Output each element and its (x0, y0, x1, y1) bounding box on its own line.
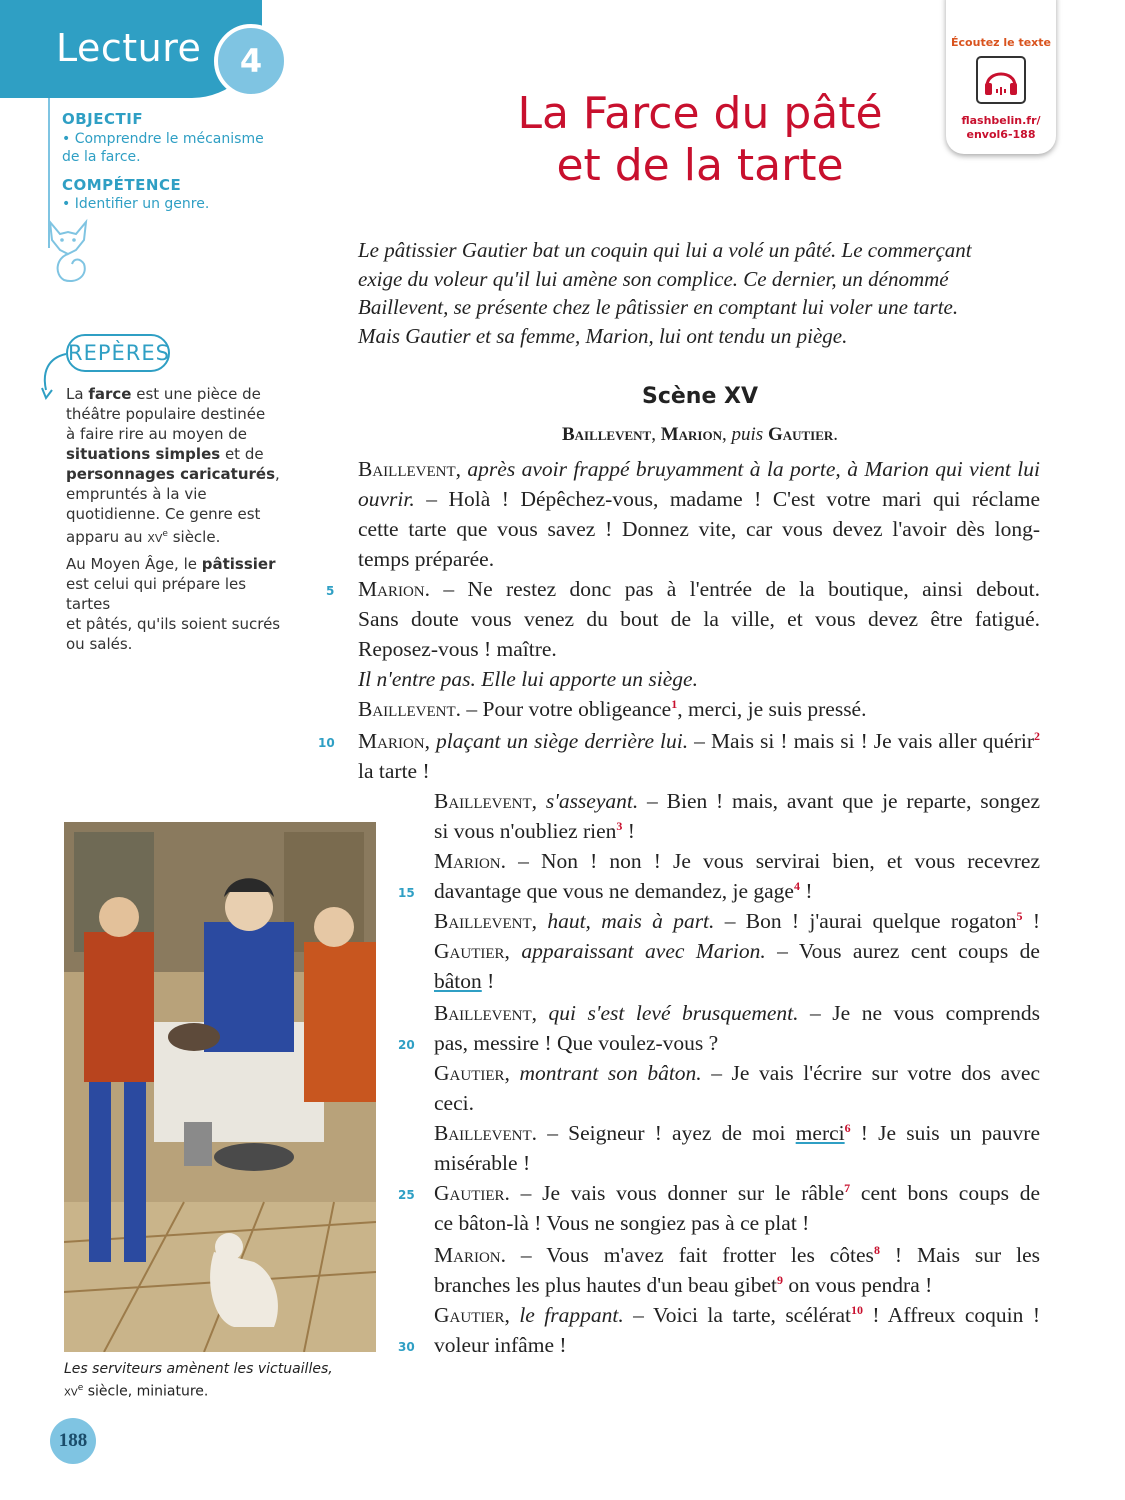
objectif-line-2: de la farce. (62, 149, 141, 165)
objectif-line-1: • Comprendre le mécanisme (62, 131, 264, 147)
play-line-10: Marion, plaçant un siège derrière lui. – Mais si ! mais si ! Je vais aller quérir$^2$ (358, 728, 1040, 753)
miniature-illustration (64, 822, 376, 1352)
intro-line-1: Le pâtissier Gautier bat un coquin qui lui a volé un pâté. Le commerçant (358, 238, 972, 262)
image-caption: Les serviteurs amènent les victuailles, $xv^e$ siècle, miniature. (64, 1361, 333, 1400)
play-line-19: Baillevent, qui s'est levé brusquement. – Je ne vous comprends (434, 1001, 1040, 1025)
line-number-10: 10 (318, 736, 335, 750)
objectif-heading: OBJECTIF (62, 110, 144, 128)
reperes-paragraph-1: La farce est une pièce de théâtre populaire destinée à faire rire au moyen de situations simples et de personnages caricaturés, empruntés à la vie quotidienne. Ce genre est apparu au $xv^e$ siècle. (66, 385, 280, 546)
play-line-15: davantage que vous ne demandez, je gage$^4$ ! (434, 878, 813, 903)
play-line-20: pas, messire ! Que voulez-vous ? (434, 1031, 719, 1055)
scene-title: Scène XV (641, 384, 759, 409)
audio-badge[interactable] (946, 0, 1056, 154)
headphones-icon[interactable] (976, 56, 1026, 104)
intro-line-4: Mais Gautier et sa femme, Marion, lui ont tendu un piège. (358, 323, 848, 348)
play-line-7: Reposez-vous ! maître. (358, 637, 557, 661)
play-line-25: Gautier. – Je vais vous donner sur le râble$^7$ cent bons coups de (434, 1180, 1040, 1205)
play-line-4: temps préparée. (358, 547, 495, 571)
title-line-1: La Farce du pâté (517, 88, 883, 139)
play-line-5: Marion. – Ne restez donc pas à l'entrée de la boutique, ainsi debout. (358, 577, 1040, 601)
page-number: 188 (50, 1418, 96, 1464)
reperes-badge: REPÈRES (66, 334, 170, 372)
line-number-30: 30 (398, 1340, 415, 1354)
audio-url-line-1[interactable]: flashbelin.fr/ (961, 114, 1041, 127)
lecture-label: Lecture (56, 26, 202, 70)
line-number-5: 5 (326, 584, 335, 598)
play-line-26: ce bâton-là ! Vous ne songiez pas à ce plat ! (434, 1211, 810, 1235)
play-line-1: Baillevent, après avoir frappé bruyamment à la porte, à Marion qui vient lui (358, 457, 1040, 481)
play-line-6: Sans doute vous venez du bout de la ville, et vous devez être fatigué. (358, 607, 1040, 631)
intro-line-2: exige du voleur qu'il lui amène son complice. Ce dernier, un dénommé (358, 266, 949, 291)
audio-url-line-2[interactable]: envol6-188 (966, 128, 1036, 141)
competence-heading: COMPÉTENCE (62, 176, 182, 194)
play-line-21: Gautier, montrant son bâton. – Je vais l'écrire sur votre dos avec (434, 1061, 1040, 1085)
competence-line-1: • Identifier un genre. (62, 196, 210, 212)
play-line-27: Marion. – Vous m'avez fait frotter les côtes$^8$ ! Mais sur les (434, 1242, 1040, 1267)
play-line-18: bâton ! (434, 969, 495, 993)
play-line-28: branches les plus hautes d'un beau gibet$^9$ on vous pendra ! (434, 1272, 933, 1297)
play-line-22: ceci. (434, 1091, 474, 1115)
play-line-24: misérable ! (434, 1151, 531, 1175)
play-line-8: Il n'entre pas. Elle lui apporte un siège. (358, 667, 698, 691)
line-number-25: 25 (398, 1188, 415, 1202)
reperes-paragraph-2: Au Moyen Âge, le pâtissier est celui qui prépare les tartes et pâtés, qu'ils soient sucrés ou salés. (66, 555, 281, 653)
play-line-3: cette tarte que vous savez ! Donnez vite, car vous devez l'avoir dès long- (358, 517, 1040, 541)
audio-label: Écoutez le texte (951, 36, 1051, 49)
intro-line-3: Baillevent, se présente chez le pâtissier en comptant lui voler une tarte. (358, 295, 959, 319)
play-line-9: Baillevent. – Pour votre obligeance$^1$, merci, je suis pressé. (358, 696, 867, 721)
scene-characters: Baillevent, Marion, puis Gautier. (561, 424, 839, 445)
lecture-number-badge: 4 (214, 24, 288, 98)
merci-glossary-link[interactable]: merci (795, 1121, 845, 1145)
fox-icon (46, 218, 92, 284)
play-line-30: voleur infâme ! (434, 1333, 567, 1357)
title-line-2: et de la tarte (556, 140, 844, 191)
intro-paragraph (358, 236, 1048, 350)
play-line-16: Baillevent, haut, mais à part. – Bon ! j'aurai quelque rogaton$^5$ ! (434, 908, 1040, 933)
play-line-2: ouvrir. – Holà ! Dépêchez-vous, madame ! C'est votre mari qui réclame (358, 487, 1040, 511)
play-line-14: Marion. – Non ! non ! Je vous servirai bien, et vous recevrez (434, 849, 1040, 873)
play-line-17: Gautier, apparaissant avec Marion. – Vous aurez cent coups de (434, 939, 1040, 963)
play-line-11: la tarte ! (358, 759, 430, 783)
play-line-13: si vous n'oubliez rien$^3$ ! (434, 818, 635, 843)
play-line-29: Gautier, le frappant. – Voici la tarte, scélérat$^{10}$ ! Affreux coquin ! (434, 1302, 1040, 1327)
play-line-12: Baillevent, s'asseyant. – Bien ! mais, avant que je reparte, songez (434, 789, 1040, 813)
line-number-15: 15 (398, 886, 415, 900)
baton-glossary-link[interactable]: bâton (434, 969, 482, 993)
line-number-20: 20 (398, 1038, 415, 1052)
play-line-23: Baillevent. – Seigneur ! ayez de moi merci$^6$ ! Je suis un pauvre (434, 1120, 1040, 1145)
